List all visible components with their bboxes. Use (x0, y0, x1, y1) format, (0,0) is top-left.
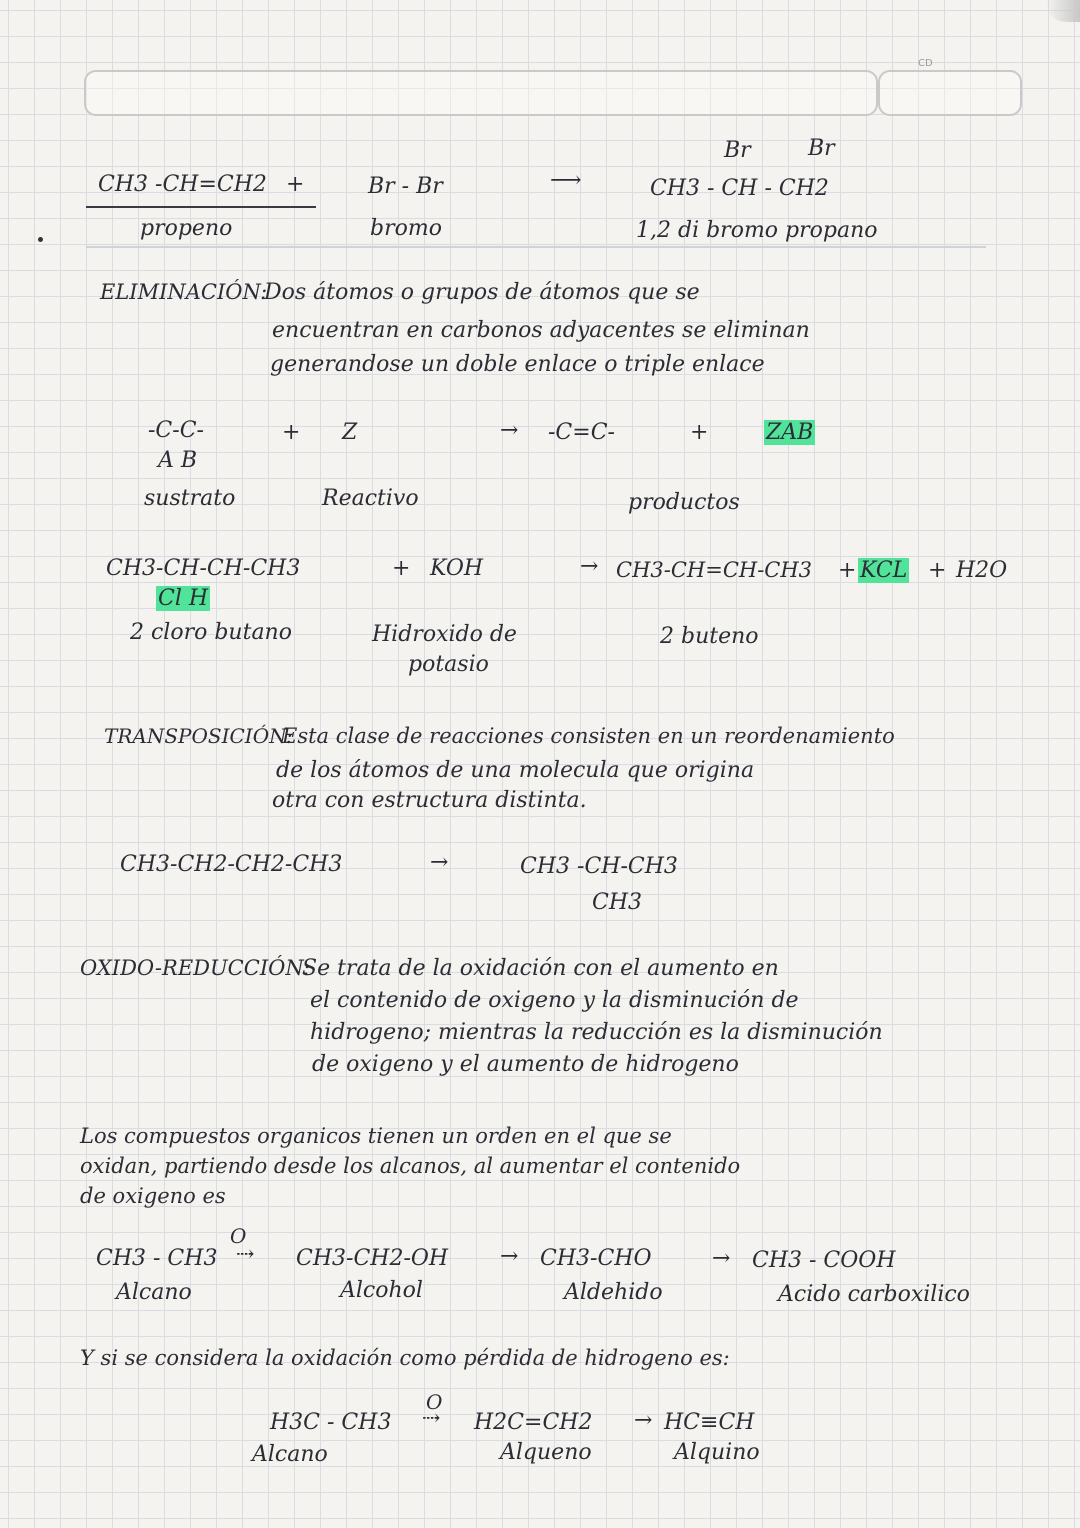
hyd-alkyne: HC≡CH (664, 1410, 755, 1435)
oxygen-marker: O (230, 1224, 247, 1248)
reactant-bromine: Br - Br (368, 174, 443, 199)
hlabel-alqueno: Alqueno (500, 1440, 592, 1465)
general-plus: + (282, 420, 301, 445)
name-propeno: propeno (140, 216, 233, 241)
label-alcohol: Alcohol (340, 1278, 423, 1303)
hyd-arrow-2: → (634, 1408, 653, 1433)
hyd-arrow-1: ⇢ (422, 1406, 441, 1431)
seq-arrow-2: → (500, 1244, 519, 1269)
transposition-def-line1: Esta clase de reacciones consisten en un reordenamiento (282, 724, 895, 748)
redox-def-line3: hidrogeno; mientras la reducción es la disminución (310, 1020, 883, 1045)
hyd-alkane: H3C - CH3 (270, 1410, 392, 1435)
margin-dot (38, 237, 43, 242)
transposition-reactant: CH3-CH2-CH2-CH3 (120, 852, 343, 877)
hyd-alkene: H2C=CH2 (474, 1410, 593, 1435)
name-dibromopropano: 1,2 di bromo propano (636, 218, 878, 243)
label-productos: productos (628, 490, 740, 515)
label-reactivo: Reactivo (322, 486, 419, 511)
name-2-cloro-butano: 2 cloro butano (130, 620, 292, 645)
elimination-def-line3: generandose un doble enlace o triple enlace (270, 352, 765, 377)
hyd-oxygen-marker: O (426, 1390, 443, 1414)
general-byproduct (764, 420, 815, 445)
transposition-product-branch: CH3 (592, 890, 643, 915)
br-top-right: Br (808, 136, 835, 161)
example-plus3: + (928, 558, 947, 583)
example-plus: + (392, 556, 411, 581)
seq-carboxylic-acid: CH3 - COOH (752, 1248, 896, 1273)
name-potasio: potasio (408, 652, 489, 677)
example-koh: KOH (430, 556, 484, 581)
transposition-title: TRANSPOSICIÓN: (104, 724, 293, 748)
header-title-box (84, 70, 878, 116)
general-plus2: + (690, 420, 709, 445)
example-water: H2O (956, 558, 1008, 583)
redox-def-line2: el contenido de oxigeno y la disminución de (310, 988, 799, 1013)
name-bromo: bromo (370, 216, 442, 241)
name-2-buteno: 2 buteno (660, 624, 759, 649)
general-product: -C=C- (548, 420, 615, 445)
reactant-propene: CH3 -CH=CH2 (98, 172, 267, 197)
kcl-highlight: KCL (860, 558, 908, 583)
example-reactant-groups (156, 586, 210, 611)
seq-arrow-1: ⇢ (236, 1242, 255, 1267)
elimination-def-line1: Dos átomos o grupos de átomos que se (264, 280, 700, 305)
example-plus2: + (838, 558, 857, 583)
label-sustrato: sustrato (144, 486, 236, 511)
example-reactant: CH3-CH-CH-CH3 (106, 556, 301, 581)
label-acido-carboxilico: Acido carboxilico (778, 1282, 970, 1307)
example-kcl (858, 558, 909, 583)
transposition-product: CH3 -CH-CH3 (520, 854, 678, 879)
seq-alcohol: CH3-CH2-OH (296, 1246, 449, 1271)
plus-sign: + (286, 172, 305, 197)
seq-arrow-3: → (712, 1246, 731, 1271)
hlabel-alquino: Alquino (674, 1440, 760, 1465)
redox-def-line1: Se trata de la oxidación con el aumento en (302, 956, 779, 981)
transposition-def-line3: otra con estructura distinta. (272, 788, 587, 813)
example-product: CH3-CH=CH-CH3 (616, 558, 813, 582)
byproduct-highlight: ZAB (766, 420, 814, 445)
hlabel-alcano: Alcano (252, 1442, 328, 1467)
redox-para-line3: de oxigeno es (80, 1184, 226, 1208)
underline-1 (86, 206, 316, 208)
product-dibromopropane: CH3 - CH - CH2 (650, 176, 829, 201)
redox-para-line2: oxidan, partiendo desde los alcanos, al aumentar el contenido (80, 1154, 741, 1178)
elimination-def-line2: encuentran en carbonos adyacentes se eliminan (272, 318, 810, 343)
redox-para-line1: Los compuestos organicos tienen un orden en el que se (80, 1124, 672, 1148)
transposition-def-line2: de los átomos de una molecula que origina (276, 758, 755, 783)
seq-aldehyde: CH3-CHO (540, 1246, 652, 1271)
general-substrate: -C-C- (148, 418, 204, 443)
general-substrate-groups: A B (158, 448, 198, 473)
divider-line (86, 246, 986, 248)
transposition-arrow: → (430, 850, 449, 875)
example-arrow: → (580, 554, 599, 579)
elimination-title: ELIMINACIÓN: (100, 280, 268, 304)
header-corner-text: CD (918, 58, 933, 69)
redox-def-line4: de oxigeno y el aumento de hidrogeno (312, 1052, 739, 1077)
br-top-left: Br (724, 138, 751, 163)
general-reagent: Z (342, 420, 358, 445)
hydrogen-loss-line: Y si se considera la oxidación como pérdida de hidrogeno es: (80, 1346, 730, 1370)
page-corner-shadow (1046, 0, 1080, 22)
reaction-arrow: ⟶ (550, 168, 582, 193)
seq-alkane: CH3 - CH3 (96, 1246, 218, 1271)
general-arrow: → (500, 418, 519, 443)
label-alcano: Alcano (116, 1280, 192, 1305)
redox-title: OXIDO-REDUCCIÓN: (80, 956, 311, 980)
header-date-box (878, 70, 1022, 116)
cl-highlight: Cl H (158, 586, 209, 611)
name-hidroxido: Hidroxido de (372, 622, 517, 647)
label-aldehido: Aldehido (564, 1280, 663, 1305)
